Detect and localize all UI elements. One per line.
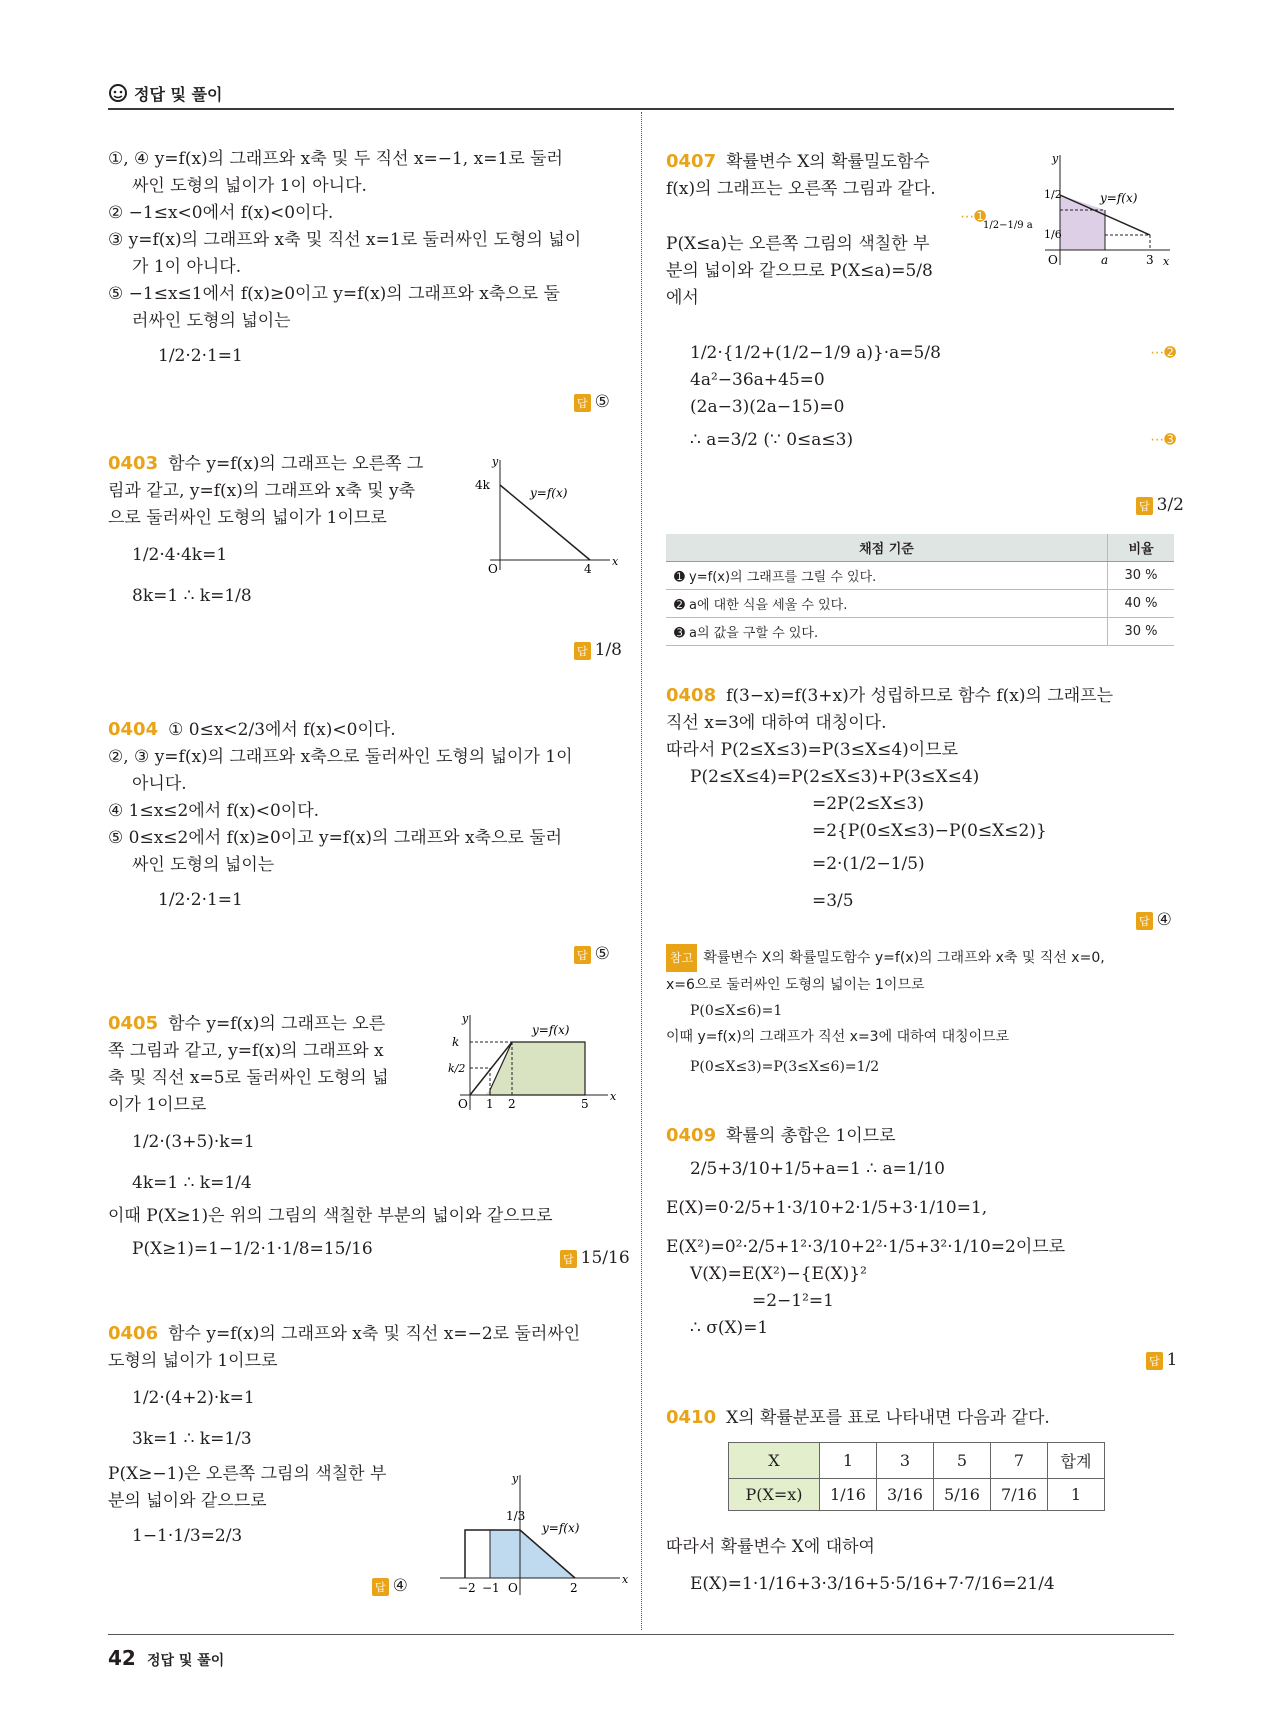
svg-text:1/2: 1/2 [1044,188,1062,201]
answer-0409: 답 1 [1146,1350,1177,1370]
table-header-p: P(X=x) [729,1479,820,1511]
svg-text:y: y [512,1472,519,1485]
solution-0408 [666,682,1176,915]
svg-text:k: k [452,1035,460,1049]
page-header [108,80,1174,110]
solution-0404 [108,716,618,914]
text-line: P(X≥−1)은 오른쪽 그림의 색칠한 부 [108,1464,387,1484]
text-line: 확률변수 X의 확률밀도함수 [726,152,930,172]
svg-text:3: 3 [1146,253,1154,267]
graph-0406 [430,1470,630,1600]
grading-criterion: ➋ a에 대한 식을 세울 수 있다. [666,590,1108,618]
equation: E(X)=0·2/5+1·3/10+2·1/5+3·1/10=1, [666,1198,988,1218]
svg-text:y=f(x): y=f(x) [1100,191,1138,205]
problem-number: 0404 [108,719,159,740]
text-line: 확률변수 X의 확률밀도함수 y=f(x)의 그래프와 x축 및 직선 x=0, [703,950,1105,966]
probability-table [728,1442,1105,1511]
text-line: 확률의 총합은 1이므로 [726,1126,896,1146]
text-line: 으로 둘러싸인 도형의 넓이가 1이므로 [108,508,387,528]
solution-0407 [666,148,986,312]
text-line: ① 0≤x<2/3에서 f(x)<0이다. [168,720,396,740]
text-line: 에서 [666,288,699,308]
text-line: 싸인 도형의 넓이가 1이 아니다. [132,176,367,196]
equation: P(2≤X≤4)=P(2≤X≤3)+P(3≤X≤4) [690,767,980,787]
text-line: 가 1이 아니다. [132,257,242,277]
svg-text:y: y [462,1012,469,1025]
text-line: f(x)의 그래프는 오른쪽 그림과 같다. [666,179,936,199]
text-line: ⑤ 0≤x≤2에서 f(x)≥0이고 y=f(x)의 그래프와 x축으로 둘러 [108,828,563,848]
svg-text:5: 5 [581,1097,589,1111]
svg-text:y: y [1052,152,1059,165]
equation: 3k=1 ∴ k=1/3 [132,1429,252,1449]
equation: 1−1·1/3=2/3 [132,1526,243,1546]
solution-0402 [108,146,618,370]
equation: 1/2·2·1=1 [158,890,243,910]
page-number: 42 [108,1646,136,1670]
text-line: 아니다. [132,774,187,794]
text-line: 따라서 확률변수 X에 대하여 [666,1537,875,1557]
svg-text:x: x [622,1573,629,1586]
note-0408 [666,944,1176,1080]
step-marker: ⋯➌ [1150,432,1176,448]
text-line: ④ 1≤x≤2에서 f(x)<0이다. [108,801,320,821]
text-line: 함수 y=f(x)의 그래프는 오른 [168,1014,386,1034]
text-line: 분의 넓이와 같으므로 P(X≤a)=5/8 [666,261,933,281]
text-line: 분의 넓이와 같으므로 [108,1491,267,1511]
grading-header-criteria: 채점 기준 [666,534,1108,562]
column-divider [641,112,642,1630]
header-rule [108,108,1174,110]
step-marker: ⋯➋ [1150,345,1176,361]
equation: P(0≤X≤6)=1 [690,1003,783,1019]
text-line: ③ y=f(x)의 그래프와 x축 및 직선 x=1로 둘러싸인 도형의 넓이 [108,230,582,250]
answer-0405: 답 15/16 [560,1248,630,1268]
solution-0410 [666,1404,1176,1432]
table-cell: 1 [820,1443,877,1479]
svg-text:a: a [1101,253,1109,267]
svg-text:1/6: 1/6 [1044,228,1062,241]
text-line: 이때 y=f(x)의 그래프가 직선 x=3에 대하여 대칭이므로 [666,1029,1010,1045]
graph-0403 [470,455,620,575]
graph-0405 [440,1010,620,1120]
text-line: 쪽 그림과 같고, y=f(x)의 그래프와 x [108,1041,384,1061]
problem-number: 0408 [666,685,717,706]
answer-0402: 답 ⑤ [574,392,610,412]
equation: P(X≥1)=1−1/2·1·1/8=15/16 [132,1239,373,1259]
step-marker: ⋯➊ [960,209,986,225]
equation: =3/5 [812,891,854,911]
grading-table [666,534,1174,646]
svg-text:2: 2 [508,1097,516,1111]
solution-0403 [108,450,448,610]
text-line: 이가 1이므로 [108,1095,207,1115]
svg-text:1/3: 1/3 [506,1509,526,1523]
text-line: 함수 y=f(x)의 그래프와 x축 및 직선 x=−2로 둘러싸인 [168,1324,581,1344]
svg-text:O: O [1048,253,1058,267]
equation: 1/2·2·1=1 [158,346,243,366]
equation: 2/5+3/10+1/5+a=1 ∴ a=1/10 [690,1159,945,1179]
table-cell: 3/16 [877,1479,934,1511]
text-line: P(X≤a)는 오른쪽 그림의 색칠한 부 [666,234,930,254]
problem-number: 0405 [108,1013,159,1034]
text-line: 축 및 직선 x=5로 둘러싸인 도형의 넓 [108,1068,389,1088]
solution-0409 [666,1122,1176,1342]
svg-text:x: x [612,555,619,568]
text-line: ①, ④ y=f(x)의 그래프와 x축 및 두 직선 x=−1, x=1로 둘러 [108,149,563,169]
problem-number: 0410 [666,1407,717,1428]
svg-text:y=f(x): y=f(x) [532,1023,570,1037]
equation: E(X)=1·1/16+3·3/16+5·5/16+7·7/16=21/4 [690,1574,1055,1594]
equation: =2−1²=1 [752,1291,834,1311]
grading-ratio: 30 % [1108,618,1175,646]
grading-criterion: ➌ a의 값을 구할 수 있다. [666,618,1108,646]
equation: V(X)=E(X²)−{E(X)}² [690,1264,867,1284]
answer-0407: 답 3/2 [1136,495,1184,515]
svg-text:y=f(x): y=f(x) [530,486,568,500]
note-tag: 참고 [666,944,697,972]
answer-0406: 답 ④ [372,1576,408,1596]
svg-text:4k: 4k [475,478,490,492]
text-line: 함수 y=f(x)의 그래프는 오른쪽 그 [168,454,424,474]
svg-text:O: O [458,1097,468,1111]
svg-text:O: O [508,1581,518,1595]
answer-0404: 답 ⑤ [574,944,610,964]
equation: 1/2·(4+2)·k=1 [132,1388,255,1408]
problem-number: 0406 [108,1323,159,1344]
svg-text:k/2: k/2 [448,1062,466,1075]
problem-number: 0403 [108,453,159,474]
text-line: 따라서 P(2≤X≤3)=P(3≤X≤4)이므로 [666,740,959,760]
table-cell: 5/16 [934,1479,991,1511]
table-cell: 5 [934,1443,991,1479]
equation: 4k=1 ∴ k=1/4 [132,1173,252,1193]
problem-number: 0407 [666,151,717,172]
table-cell: 합계 [1048,1443,1105,1479]
solution-0407-work [666,340,1176,454]
equation: =2·(1/2−1/5) [812,854,925,874]
text-line: ②, ③ y=f(x)의 그래프와 x축으로 둘러싸인 도형의 넓이가 1이 [108,747,573,767]
grading-ratio: 30 % [1108,562,1175,590]
header-title: 정답 및 풀이 [134,85,223,104]
text-line: 싸인 도형의 넓이는 [132,855,275,875]
equation: =2{P(0≤X≤3)−P(0≤X≤2)} [812,821,1047,841]
svg-text:1/2−1/9 a: 1/2−1/9 a [983,220,1033,231]
grading-ratio: 40 % [1108,590,1175,618]
table-cell: 1 [1048,1479,1105,1511]
text-line: f(3−x)=f(3+x)가 성립하므로 함수 f(x)의 그래프는 [726,686,1114,706]
text-line: 직선 x=3에 대하여 대칭이다. [666,713,887,733]
page-footer [108,1646,224,1670]
equation: ∴ a=3/2 (∵ 0≤a≤3) [690,430,854,450]
svg-text:4: 4 [584,562,592,575]
svg-text:x: x [1163,255,1170,268]
table-cell: 3 [877,1443,934,1479]
svg-text:y=f(x): y=f(x) [542,1521,580,1535]
answer-0408: 답 ④ [1136,910,1172,930]
text-line: 러싸인 도형의 넓이는 [132,311,291,331]
mascot-icon [108,82,128,104]
text-line: 이때 P(X≥1)은 위의 그림의 색칠한 부분의 넓이와 같으므로 [108,1206,553,1226]
equation: 4a²−36a+45=0 [690,370,825,390]
text-line: 도형의 넓이가 1이므로 [108,1351,278,1371]
svg-text:−2: −2 [458,1581,476,1595]
equation: 1/2·4·4k=1 [132,545,228,565]
grading-criterion: ➊ y=f(x)의 그래프를 그릴 수 있다. [666,562,1108,590]
table-cell: 7 [991,1443,1048,1479]
svg-text:x: x [610,1090,617,1103]
table-cell: 1/16 [820,1479,877,1511]
equation: E(X²)=0²·2/5+1²·3/10+2²·1/5+3²·1/10=2이므로 [666,1237,1066,1257]
svg-text:2: 2 [570,1581,578,1595]
grading-header-ratio: 비율 [1108,534,1175,562]
equation: 1/2·{1/2+(1/2−1/9 a)}·a=5/8 [690,343,941,363]
text-line: 림과 같고, y=f(x)의 그래프와 x축 및 y축 [108,481,416,501]
text-line: x=6으로 둘러싸인 도형의 넓이는 1이므로 [666,977,925,993]
table-cell: 7/16 [991,1479,1048,1511]
svg-text:O: O [488,562,498,575]
graph-0407 [980,150,1180,280]
equation: =2P(2≤X≤3) [812,794,924,814]
text-line: ② −1≤x<0에서 f(x)<0이다. [108,203,334,223]
footer-title: 정답 및 풀이 [146,1653,225,1669]
svg-text:−1: −1 [482,1581,500,1595]
equation: 8k=1 ∴ k=1/8 [132,586,252,606]
problem-number: 0409 [666,1125,717,1146]
answer-0403: 답 1/8 [574,640,622,660]
svg-text:y: y [492,455,499,468]
svg-text:1: 1 [486,1097,494,1111]
equation: ∴ σ(X)=1 [690,1318,769,1338]
equation: P(0≤X≤3)=P(3≤X≤6)=1/2 [690,1059,880,1075]
equation: (2a−3)(2a−15)=0 [690,397,845,417]
solution-0410-work [666,1534,1176,1598]
equation: 1/2·(3+5)·k=1 [132,1132,255,1152]
text-line: X의 확률분포를 표로 나타내면 다음과 같다. [726,1408,1050,1428]
table-header-x: X [729,1443,820,1479]
text-line: ⑤ −1≤x≤1에서 f(x)≥0이고 y=f(x)의 그래프와 x축으로 둘 [108,284,560,304]
footer-rule [108,1634,1174,1635]
